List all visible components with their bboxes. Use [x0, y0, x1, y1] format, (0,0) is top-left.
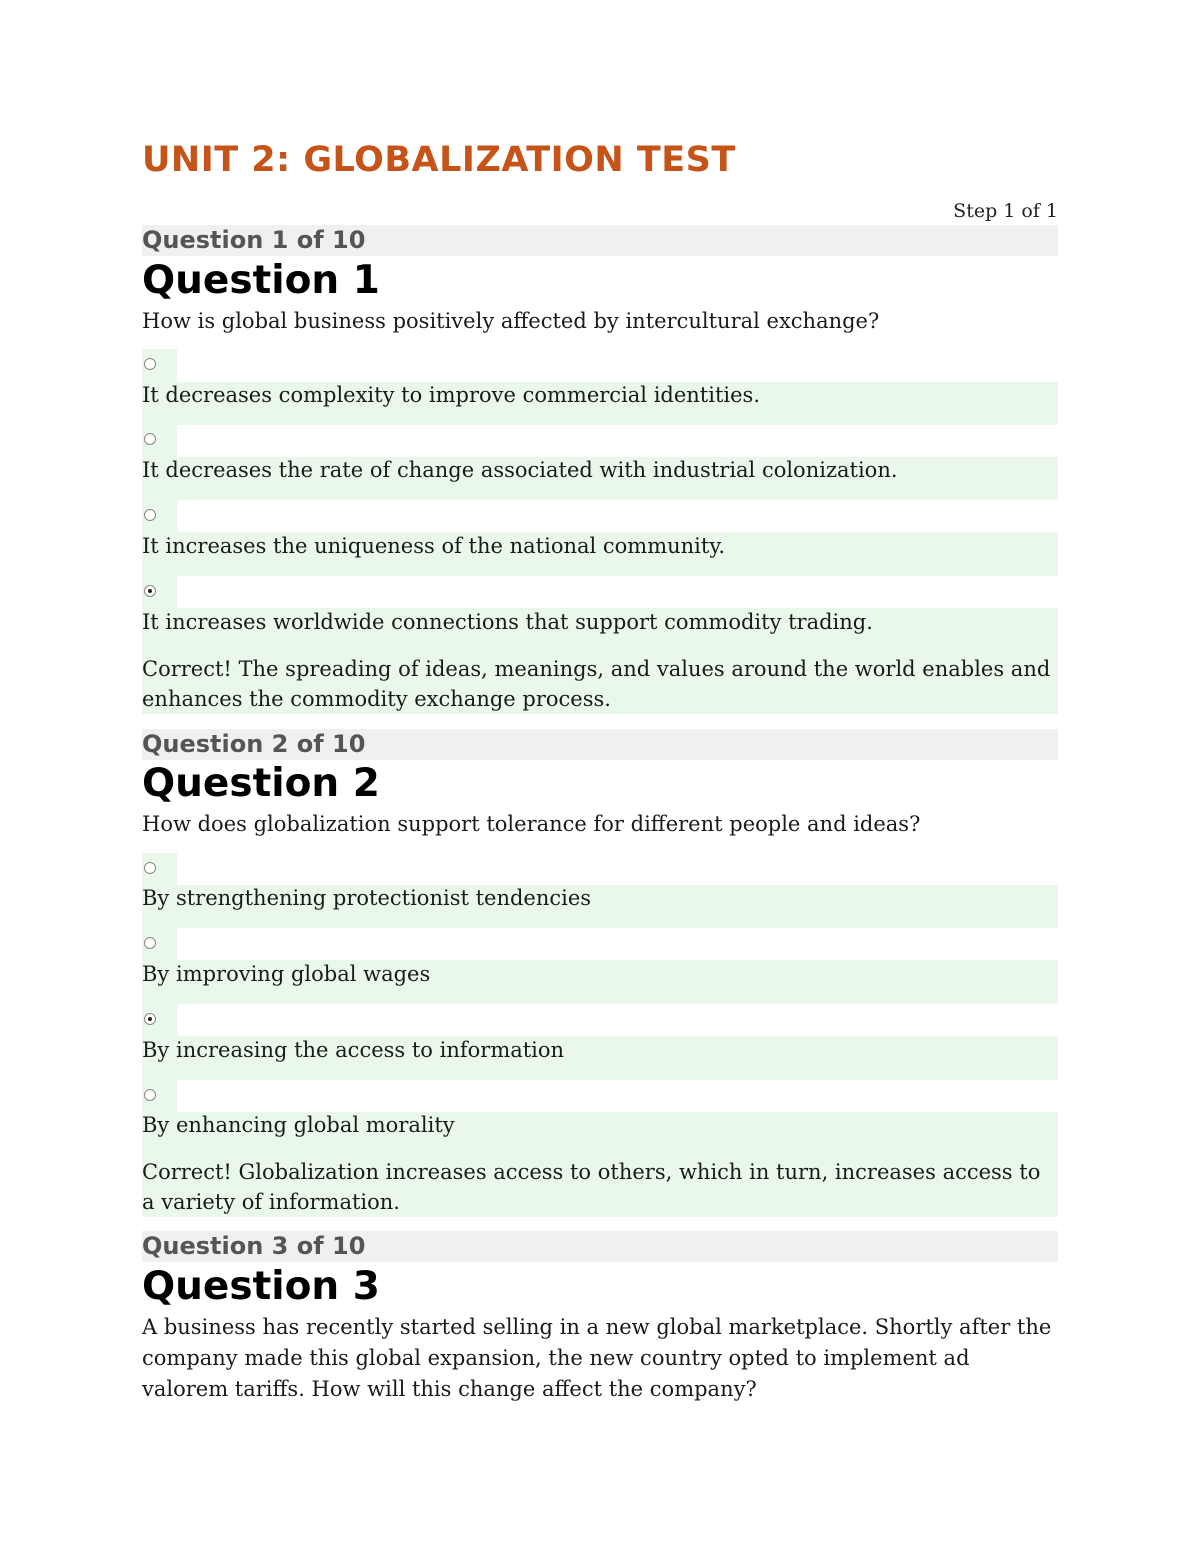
question-header: Question 2 of 10 — [142, 729, 1058, 760]
answer-feedback: Correct! Globalization increases access to others, which in turn, increases access to a variety of information. — [142, 1160, 1041, 1214]
answer-radio[interactable] — [144, 433, 156, 445]
answer-option[interactable]: By enhancing global morality — [142, 1113, 455, 1137]
answer-radio[interactable] — [144, 1089, 156, 1101]
answer-option[interactable]: By strengthening protectionist tendencies — [142, 886, 592, 910]
question-prompt: How is global business positively affected by intercultural exchange? — [142, 309, 880, 333]
question-title: Question 1 — [142, 258, 380, 303]
answer-radio-selected[interactable] — [144, 585, 156, 597]
answer-radio-selected[interactable] — [144, 1013, 156, 1025]
answer-radio[interactable] — [144, 937, 156, 949]
question-header: Question 3 of 10 — [142, 1231, 1058, 1262]
step-indicator: Step 1 of 1 — [953, 200, 1058, 222]
answer-feedback: Correct! The spreading of ideas, meanings, and values around the world enables and enhances the commodity exchange process. — [142, 657, 1051, 711]
answer-option[interactable]: It decreases complexity to improve commercial identities. — [142, 383, 760, 407]
answer-radio[interactable] — [144, 509, 156, 521]
answer-option[interactable]: By improving global wages — [142, 962, 431, 986]
question-header: Question 1 of 10 — [142, 225, 1058, 256]
question-title: Question 3 — [142, 1264, 380, 1309]
question-title: Question 2 — [142, 761, 380, 806]
answer-radio[interactable] — [144, 862, 156, 874]
question-prompt: How does globalization support tolerance for different people and ideas? — [142, 812, 921, 836]
answer-radio[interactable] — [144, 358, 156, 370]
answer-option[interactable]: It decreases the rate of change associated with industrial colonization. — [142, 458, 898, 482]
page-title: UNIT 2: GLOBALIZATION TEST — [142, 140, 736, 180]
answer-option[interactable]: By increasing the access to information — [142, 1038, 565, 1062]
answer-option[interactable]: It increases the uniqueness of the national community. — [142, 534, 726, 558]
answer-option[interactable]: It increases worldwide connections that support commodity trading. — [142, 610, 873, 634]
question-prompt: A business has recently started selling in a new global marketplace. Shortly after the company made this global expansion, the new country opted to implement ad valorem tariffs. How will this change affect the company? — [142, 1315, 1052, 1401]
